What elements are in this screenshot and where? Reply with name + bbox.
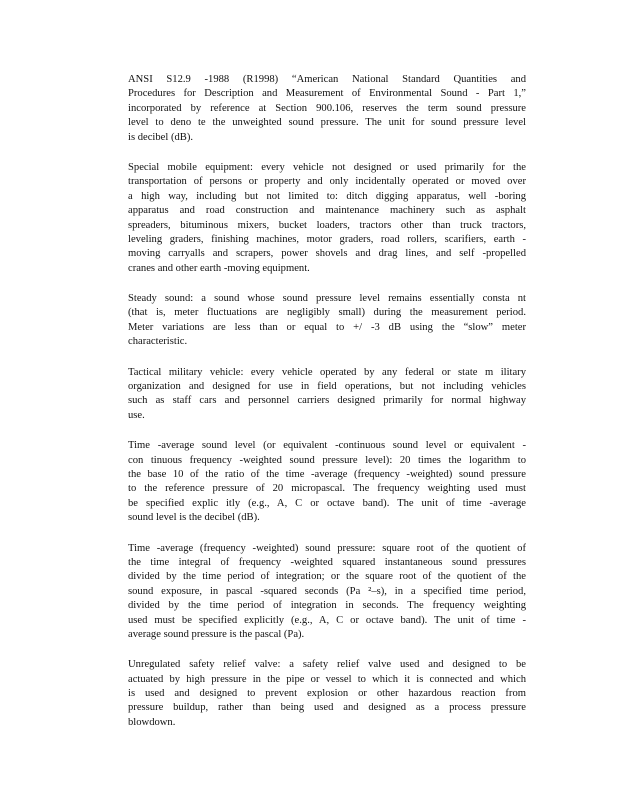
text-line: apparatus and road construction and maintenance machinery such as asphalt	[128, 205, 526, 217]
text-line: characteristic.	[128, 336, 188, 348]
text-line: Steady sound: a sound whose sound pressure level remains essentially consta nt	[128, 293, 526, 305]
text-line: cranes and other earth -moving equipment.	[128, 262, 310, 274]
text-line: leveling graders, finishing machines, motor graders, road rollers, scarifiers, earth -	[128, 233, 526, 245]
text-line: Procedures for Description and Measurement of Environmental Sound - Part 1,”	[128, 88, 526, 100]
text-line: use.	[128, 409, 145, 421]
text-line: Special mobile equipment: every vehicle not designed or used primarily for the	[128, 161, 526, 173]
text-line: the base 10 of the ratio of the time -average (frequency -weighted) sound pressure	[128, 468, 526, 480]
text-line: sound exposure, in pascal -squared seconds (Pa ²–s), in a specified time period,	[128, 585, 526, 597]
text-line: is used and designed to prevent explosion or other hazardous reaction from	[128, 688, 526, 700]
text-line: blowdown.	[128, 716, 176, 728]
text-line: average sound pressure is the pascal (Pa).	[128, 628, 305, 640]
definition-ansi-s12-9	[128, 73, 526, 145]
text-line: incorporated by reference at Section 900.106, reserves the term sound pressure	[128, 102, 526, 114]
document-page	[128, 73, 526, 746]
text-line: transportation of persons or property and only incidentally operated or moved over	[128, 176, 526, 188]
text-line: con tinuous frequency -weighted sound pressure level): 20 times the logarithm to	[128, 454, 526, 466]
text-line: is decibel (dB).	[128, 131, 194, 143]
text-line: moving carryalls and scrapers, power shovels and drag lines, and self -propelled	[128, 248, 526, 260]
definition-special-mobile-equipment	[128, 161, 526, 276]
text-line: spreaders, bituminous mixers, bucket loaders, tractors other than truck tractors,	[128, 219, 526, 231]
text-line: Meter variations are less than or equal to +/ -3 dB using the “slow” meter	[128, 321, 526, 333]
text-line: divided by the time period of integration; or the square root of the quotient of the	[128, 571, 526, 583]
text-line: such as staff cars and personnel carriers designed primarily for normal highway	[128, 395, 526, 407]
text-line: a high way, including but not limited to: ditch digging apparatus, well -boring	[128, 190, 526, 202]
definition-time-average-sound-level	[128, 439, 526, 525]
text-line: pressure buildup, rather than being used and designed as a process pressure	[128, 702, 526, 714]
text-line: be specified explic itly (e.g., A, C or octave band). The unit of time -average	[128, 497, 526, 509]
definition-time-average-sound-pressure	[128, 542, 526, 643]
text-line: sound level is the decibel (dB).	[128, 512, 260, 524]
text-line: Unregulated safety relief valve: a safety relief valve used and designed to be	[128, 659, 526, 671]
definition-steady-sound	[128, 292, 526, 350]
text-line: organization and designed for use in field operations, but not including vehicles	[128, 381, 526, 393]
text-line: to the reference pressure of 20 micropascal. The frequency weighting used must	[128, 483, 526, 495]
text-line: the time integral of frequency -weighted squared instantaneous sound pressures	[128, 556, 526, 568]
text-line: Time -average sound level (or equivalent -continuous sound level or equivalent -	[128, 440, 526, 452]
text-line: used must be specified explicitly (e.g., A, C or octave band). The unit of time -	[128, 614, 526, 626]
definition-tactical-military-vehicle	[128, 366, 526, 424]
text-line: actuated by high pressure in the pipe or vessel to which it is connected and which	[128, 673, 526, 685]
definition-unregulated-safety-relief-valve	[128, 658, 526, 730]
text-line: Tactical military vehicle: every vehicle operated by any federal or state m ilitary	[128, 366, 526, 378]
text-line: (that is, meter fluctuations are negligibly small) during the measurement period.	[128, 307, 526, 319]
text-line: divided by the time period of integration in seconds. The frequency weighting	[128, 600, 526, 612]
text-line: level to deno te the unweighted sound pressure. The unit for sound pressure level	[128, 117, 526, 129]
text-line: Time -average (frequency -weighted) sound pressure: square root of the quotient of	[128, 542, 526, 554]
text-line: ANSI S12.9 -1988 (R1998) “American National Standard Quantities and	[128, 74, 526, 85]
